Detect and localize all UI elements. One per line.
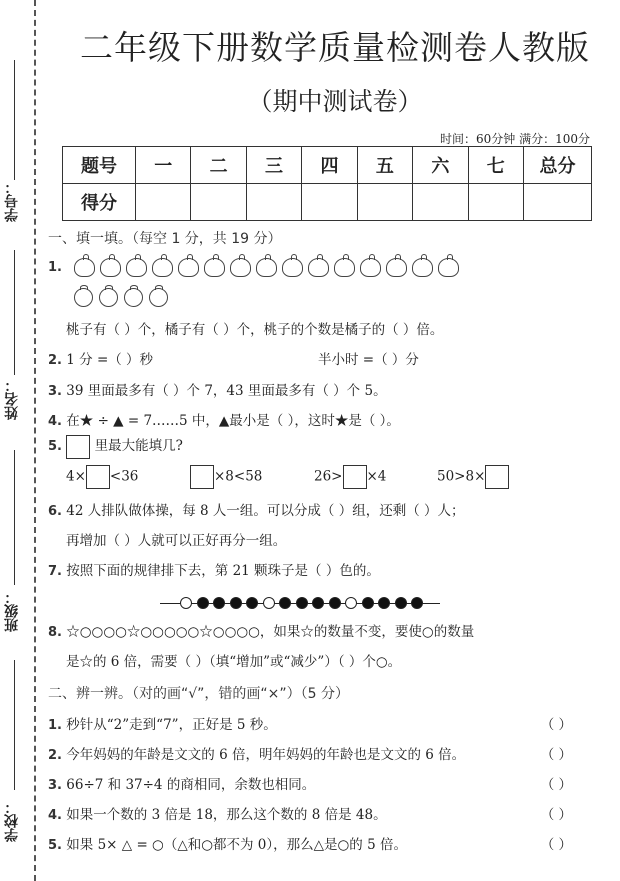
- black-bead: [213, 597, 225, 609]
- peach-icon: [438, 258, 459, 277]
- score-table-score-row: [63, 184, 592, 221]
- black-bead: [197, 597, 209, 609]
- score-cell[interactable]: [302, 184, 357, 221]
- peach-icon: [360, 258, 381, 277]
- score-header-cell: 二: [191, 147, 246, 184]
- judge-number: 2.: [48, 748, 62, 763]
- q4-text: 在★ ÷ ▲ = 7……5 中，▲最小是（ ），这时★是（ ）。: [66, 413, 400, 429]
- q5-d-left: 50>8×: [437, 468, 486, 485]
- q8-line2: 是☆的 6 倍，需要（ ）（填“增加”或“减少”）（ ）个○。: [66, 654, 402, 670]
- peach-icon: [74, 258, 95, 277]
- judge-number: 3.: [48, 778, 62, 793]
- q2-row: [48, 348, 153, 368]
- q8-line1: ☆○○○○☆○○○○○☆○○○○，如果☆的数量不变，要使○的数量: [66, 624, 475, 640]
- black-bead: [279, 597, 291, 609]
- score-header-cell: 总分: [524, 147, 592, 184]
- judge-item-4: [48, 803, 387, 823]
- q8-number: 8.: [48, 625, 62, 640]
- name-line: [14, 250, 15, 375]
- q7-text: 按照下面的规律排下去，第 21 颗珠子是（ ）色的。: [66, 563, 380, 579]
- q1-number: 1.: [48, 260, 62, 275]
- peach-icon: [100, 258, 121, 277]
- judge-item-3: [48, 773, 315, 793]
- judge-number: 4.: [48, 808, 62, 823]
- q5-a-box[interactable]: [86, 465, 110, 489]
- peach-icon: [386, 258, 407, 277]
- orange-icon: [149, 288, 168, 307]
- judge-text: 今年妈妈的年龄是文文的 6 倍，明年妈妈的年龄也是文文的 6 倍。: [66, 747, 466, 763]
- q5-c-box[interactable]: [343, 465, 367, 489]
- score-table-header-row: [63, 147, 592, 184]
- q3-number: 3.: [48, 384, 62, 399]
- judge-item-5: [48, 833, 407, 853]
- score-cell[interactable]: [468, 184, 523, 221]
- black-bead: [312, 597, 324, 609]
- q2-number: 2.: [48, 353, 62, 368]
- score-header-cell: 题号: [63, 147, 136, 184]
- q5-expression-c: [314, 465, 386, 489]
- score-header-cell: 七: [468, 147, 523, 184]
- judge-item-2: [48, 743, 465, 763]
- score-cell[interactable]: [524, 184, 592, 221]
- judge-text: 66÷7 和 37÷4 的商相同，余数也相同。: [66, 777, 316, 793]
- peach-icon: [334, 258, 355, 277]
- peach-icon: [256, 258, 277, 277]
- peach-icon: [230, 258, 251, 277]
- judge-answer-2[interactable]: （ ）: [540, 747, 572, 763]
- peach-icon: [412, 258, 433, 277]
- judge-text: 如果 5× △ = ○（△和○都不为 0），那么△是○的 5 倍。: [66, 837, 407, 853]
- q5-a-right: <36: [109, 468, 139, 485]
- black-bead: [362, 597, 374, 609]
- score-table: [62, 146, 592, 221]
- score-header-cell: 六: [413, 147, 468, 184]
- score-cell[interactable]: [136, 184, 191, 221]
- q5-a-left: 4×: [66, 468, 86, 485]
- judge-answer-5[interactable]: （ ）: [540, 837, 572, 853]
- q6-row: [48, 499, 465, 519]
- peach-icon: [308, 258, 329, 277]
- orange-icon: [124, 288, 143, 307]
- q5-text: 里最大能填几?: [94, 438, 183, 454]
- q5-blank-box: [66, 435, 90, 459]
- score-cell[interactable]: [413, 184, 468, 221]
- judge-number: 5.: [48, 838, 62, 853]
- binding-margin: [0, 0, 40, 881]
- black-bead: [378, 597, 390, 609]
- white-bead: [345, 597, 357, 609]
- orange-icon: [99, 288, 118, 307]
- section2-title: 二、辨一辨。（对的画“√”，错的画“×”）（5 分）: [48, 686, 350, 702]
- score-cell[interactable]: [191, 184, 246, 221]
- exam-meta: 时间：60分钟 满分：100分: [440, 132, 590, 146]
- peach-group: [74, 259, 464, 275]
- student-id-line: [14, 60, 15, 180]
- section1-title: 一、填一填。（每空 1 分，共 19 分）: [48, 231, 282, 247]
- q3-row: [48, 379, 387, 399]
- q7-row: [48, 559, 380, 579]
- score-header-cell: 五: [357, 147, 412, 184]
- q5-c-left: 26>: [314, 468, 343, 485]
- q2-part-a: 1 分 =（ ）秒: [66, 352, 154, 368]
- orange-icon: [74, 288, 93, 307]
- school-label: 学校：: [4, 800, 20, 842]
- q5-number: 5.: [48, 439, 62, 454]
- q5-c-right: ×4: [366, 468, 387, 485]
- q4-number: 4.: [48, 414, 62, 429]
- q6-line2: 再增加（ ）人就可以正好再分一组。: [66, 533, 287, 549]
- bead-string: [160, 596, 440, 610]
- score-row-label: 得分: [63, 184, 136, 221]
- white-bead: [180, 597, 192, 609]
- q5-b-right: ×8<58: [214, 468, 263, 485]
- q5-b-box[interactable]: [190, 465, 214, 489]
- score-header-cell: 三: [246, 147, 301, 184]
- student-id-label: 学号：: [4, 180, 20, 222]
- score-header-cell: 四: [302, 147, 357, 184]
- q6-number: 6.: [48, 504, 62, 519]
- peach-icon: [126, 258, 147, 277]
- q5-expression-b: [190, 465, 262, 489]
- judge-text: 秒针从“2”走到“7”，正好是 5 秒。: [66, 717, 277, 733]
- q8-row: [48, 620, 474, 640]
- orange-group: [74, 288, 174, 307]
- judge-text: 如果一个数的 3 倍是 18，那么这个数的 8 倍是 48。: [66, 807, 387, 823]
- black-bead: [395, 597, 407, 609]
- judge-answer-3[interactable]: （ ）: [540, 777, 572, 793]
- class-label: 班级：: [4, 590, 20, 632]
- black-bead: [230, 597, 242, 609]
- q3-text: 39 里面最多有（ ）个 7，43 里面最多有（ ）个 5。: [66, 383, 387, 399]
- score-header-cell: 一: [136, 147, 191, 184]
- score-cell[interactable]: [246, 184, 301, 221]
- q1-row: [48, 258, 464, 277]
- peach-icon: [204, 258, 225, 277]
- black-bead: [246, 597, 258, 609]
- name-label: 姓名：: [4, 378, 20, 420]
- peach-icon: [152, 258, 173, 277]
- q5-expression-a: [66, 465, 138, 489]
- judge-item-1: [48, 713, 277, 733]
- judge-answer-1[interactable]: （ ）: [540, 717, 572, 733]
- score-cell[interactable]: [357, 184, 412, 221]
- black-bead: [296, 597, 308, 609]
- exam-title: 二年级下册数学质量检测卷人教版: [80, 28, 590, 67]
- judge-number: 1.: [48, 718, 62, 733]
- school-line: [14, 660, 15, 790]
- q5-expression-d: [437, 465, 509, 489]
- judge-answer-4[interactable]: （ ）: [540, 807, 572, 823]
- q1-text: 桃子有（ ）个，橘子有（ ）个，桃子的个数是橘子的（ ）倍。: [66, 322, 444, 338]
- peach-icon: [178, 258, 199, 277]
- q2-part-b: 半小时 =（ ）分: [318, 352, 419, 368]
- class-line: [14, 450, 15, 585]
- white-bead: [263, 597, 275, 609]
- exam-subtitle: （期中测试卷）: [247, 87, 423, 116]
- cut-line: [34, 0, 36, 881]
- peach-icon: [282, 258, 303, 277]
- q5-d-box[interactable]: [485, 465, 509, 489]
- black-bead: [329, 597, 341, 609]
- black-bead: [411, 597, 423, 609]
- q4-row: [48, 409, 400, 429]
- q6-line1: 42 人排队做体操，每 8 人一组。可以分成（ ）组，还剩（ ）人；: [66, 503, 465, 519]
- q5-row: [48, 434, 183, 459]
- q7-number: 7.: [48, 564, 62, 579]
